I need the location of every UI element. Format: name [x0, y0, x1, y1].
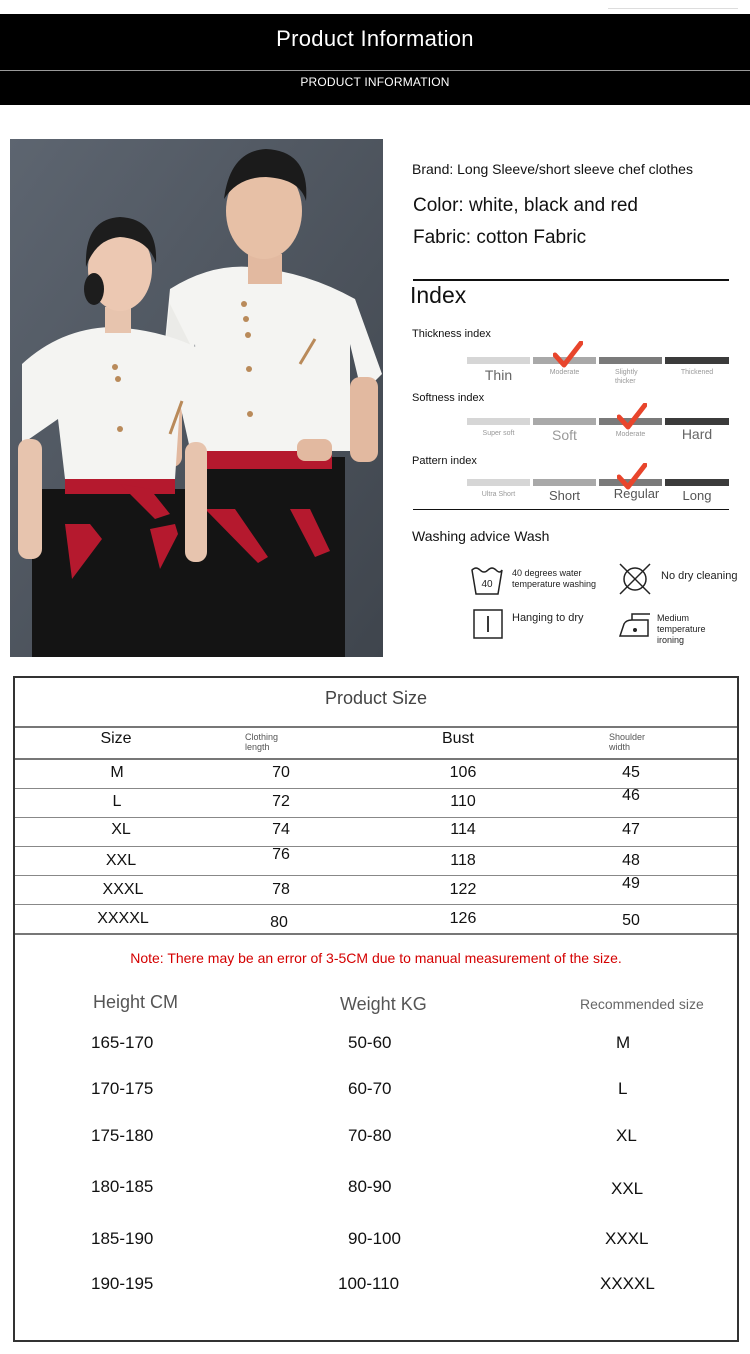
measurement-note: Note: There may be an error of 3-5CM due to manual measurement of the size. — [130, 950, 622, 966]
scale-option: Thin — [484, 367, 513, 383]
scale-option: Hard — [681, 426, 713, 442]
index-title: Index — [410, 282, 467, 308]
scale-option: Super soft — [482, 430, 515, 437]
recommended-size-header: Recommended size — [580, 996, 704, 1012]
rec-height: 175-180 — [91, 1126, 154, 1145]
scale-option: Short — [548, 488, 581, 503]
col-bust-header: Bust — [441, 730, 474, 747]
rec-height: 170-175 — [91, 1079, 154, 1098]
rec-size: XXL — [611, 1179, 644, 1198]
no-dry-clean-icon — [618, 562, 652, 596]
table-rule — [15, 846, 737, 847]
hang-dry-icon — [471, 607, 505, 641]
cell-shoulder: 46 — [622, 787, 640, 804]
scale-segment — [533, 479, 596, 486]
scale-option: Thickened — [680, 369, 714, 376]
cell-size: XL — [111, 821, 131, 838]
height-header: Height CM — [93, 992, 179, 1012]
brand-line: Brand: Long Sleeve/short sleeve chef clothes — [412, 161, 693, 177]
wash-text-line: temperature washing — [512, 579, 597, 589]
rec-size: M — [616, 1033, 631, 1052]
table-rule — [15, 726, 737, 728]
scale-segment — [665, 418, 729, 425]
scale-segment — [467, 418, 530, 425]
page-title: Product Information — [276, 26, 474, 51]
scale-option: Slightly thicker — [615, 369, 638, 385]
cell-shoulder: 48 — [622, 852, 640, 869]
recommend-row — [15, 1274, 737, 1298]
header-line: Clothing — [245, 732, 279, 742]
col-shoulder-header — [609, 732, 679, 752]
scale-segment — [599, 357, 662, 364]
recommend-row — [15, 1079, 737, 1103]
recommend-row — [15, 1033, 737, 1057]
cell-bust: 122 — [449, 881, 477, 898]
wash-text-line: Medium temperature — [657, 613, 706, 634]
cell-length: 70 — [272, 764, 290, 781]
cell-bust: 106 — [449, 764, 477, 781]
header-line: width — [609, 742, 631, 752]
table-rule — [15, 817, 737, 818]
cell-shoulder: 45 — [622, 764, 640, 781]
cell-length: 76 — [272, 846, 290, 863]
wash-instruction-text — [512, 568, 596, 590]
index-divider — [413, 279, 729, 281]
col-size-header: Size — [100, 730, 132, 747]
rec-weight: 80-90 — [348, 1177, 392, 1196]
cell-length: 72 — [272, 793, 290, 810]
cell-size: L — [112, 793, 122, 810]
size-table — [13, 676, 739, 1342]
size-table-title: Product Size — [324, 688, 428, 708]
check-icon — [553, 341, 583, 369]
scale-option: Long — [682, 488, 712, 503]
cell-bust: 110 — [450, 793, 476, 810]
rec-size: XXXXL — [600, 1274, 655, 1293]
cell-size: XXXL — [102, 881, 144, 898]
header-line: Shoulder — [609, 732, 646, 742]
washing-title: Washing advice Wash — [412, 528, 550, 544]
rec-weight: 70-80 — [348, 1126, 392, 1145]
iron-instruction-text — [657, 613, 740, 646]
recommend-row — [15, 1126, 737, 1150]
rec-weight: 50-60 — [348, 1033, 392, 1052]
rec-height: 180-185 — [91, 1177, 154, 1196]
table-rule — [15, 933, 737, 935]
no-dry-clean-text: No dry cleaning — [661, 570, 738, 582]
rec-size: XXXL — [605, 1229, 649, 1248]
recommend-row — [15, 1229, 737, 1253]
recommend-row — [15, 1177, 737, 1201]
rec-height: 185-190 — [91, 1229, 154, 1248]
iron-medium-icon — [618, 608, 652, 642]
wash-temperature: 40 — [481, 579, 493, 590]
cell-size: XXXXL — [97, 910, 149, 927]
wash-text-line: ironing — [657, 635, 685, 645]
cell-size: XXL — [105, 852, 137, 869]
cell-bust: 126 — [449, 910, 477, 927]
scale-option-selected: Moderate — [615, 431, 646, 438]
rec-height: 165-170 — [91, 1033, 154, 1052]
cell-shoulder: 49 — [622, 875, 640, 892]
weight-header: Weight KG — [340, 994, 427, 1014]
scale-segment — [533, 418, 596, 425]
cell-shoulder: 47 — [622, 821, 640, 838]
cell-bust: 118 — [450, 852, 476, 869]
check-icon — [617, 463, 647, 491]
scale-option-selected: Regular — [613, 486, 660, 501]
washing-divider — [413, 509, 729, 510]
rec-size: L — [618, 1079, 628, 1098]
table-rule — [15, 904, 737, 905]
rec-weight: 60-70 — [348, 1079, 392, 1098]
scale-segment — [665, 479, 729, 486]
scale-segment — [665, 357, 729, 364]
wash-text-line: 40 degrees water — [512, 568, 582, 578]
rec-weight: 100-110 — [338, 1274, 400, 1293]
pattern-index-label: Pattern index — [412, 455, 477, 467]
page-subtitle: PRODUCT INFORMATION — [300, 75, 450, 89]
cell-bust: 114 — [450, 821, 476, 838]
chef-models-illustration — [10, 139, 383, 657]
cell-length: 78 — [272, 881, 290, 898]
scale-segment — [467, 479, 530, 486]
cell-length: 80 — [270, 914, 288, 931]
cell-length: 74 — [272, 821, 290, 838]
scale-option-selected: Moderate — [549, 369, 580, 376]
scale-option: Soft — [552, 427, 577, 443]
scale-option: Ultra Short — [481, 491, 516, 498]
thickness-index-label: Thickness index — [412, 328, 491, 340]
header-line: length — [245, 742, 270, 752]
rec-height: 190-195 — [91, 1274, 154, 1293]
hang-dry-text: Hanging to dry — [512, 612, 584, 624]
table-row — [15, 821, 737, 849]
rec-size: XL — [616, 1126, 637, 1145]
table-rule — [15, 758, 737, 760]
fabric-line: Fabric: cotton Fabric — [413, 227, 587, 248]
page-header — [0, 14, 750, 105]
cell-size: M — [110, 764, 124, 781]
cell-shoulder: 50 — [622, 912, 640, 929]
wash-tub-40-icon — [470, 564, 504, 598]
color-line: Color: white, black and red — [413, 195, 638, 216]
rec-weight: 90-100 — [348, 1229, 401, 1248]
header-divider — [0, 70, 750, 71]
product-photo — [10, 139, 383, 657]
col-length-header — [245, 732, 315, 752]
check-icon — [617, 403, 647, 431]
softness-index-label: Softness index — [412, 392, 485, 404]
scale-segment — [467, 357, 530, 364]
